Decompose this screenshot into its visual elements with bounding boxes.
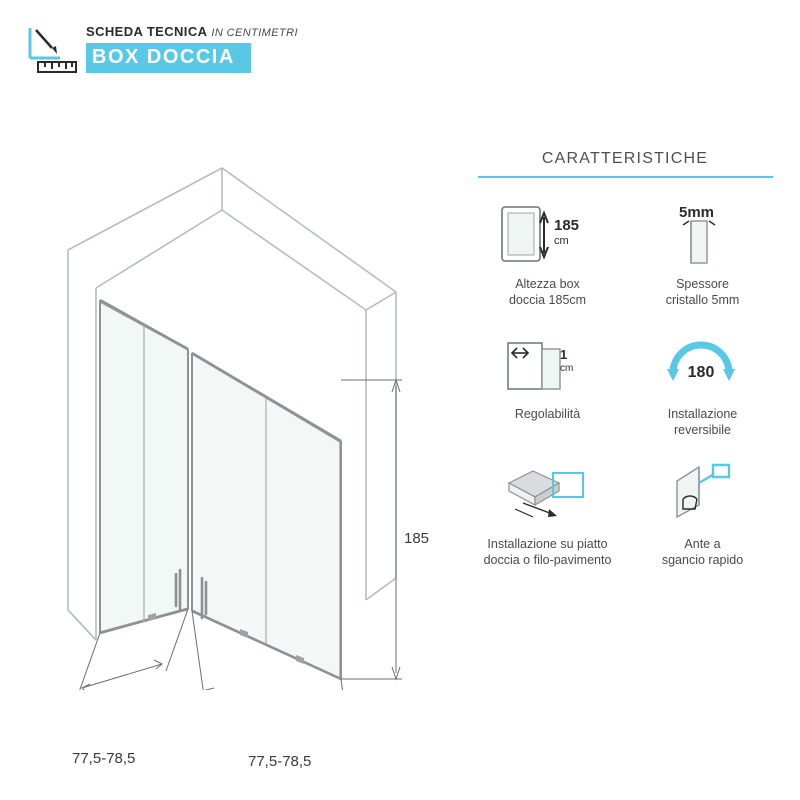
feature-thickness-label [625,272,780,308]
feature-height-label-line1: Altezza box [515,277,580,291]
page-title-banner [86,43,251,73]
subtitle-light: IN CENTIMETRI [211,27,298,39]
feature-adjustability [470,326,625,438]
quick-release-door-icon [653,459,753,529]
features-underline-divider [478,176,773,178]
dimension-front-side-label: 77,5-78,5 [248,753,312,770]
page-title: BOX DOCCIA [92,46,235,68]
feature-reversible-label-line1: Installazione [667,407,738,421]
feature-adjustability-badge-unit: cm [559,363,573,374]
feature-install-tray-label-line1: Installazione su piatto [487,537,608,551]
tray-or-floor-install-icon [493,459,603,529]
feature-height-badge: 185 [553,217,579,234]
features-panel [470,150,780,586]
subtitle-strong: SCHEDA TECNICA [86,24,208,39]
page-header [0,0,800,100]
feature-reversible-badge: 180 [687,364,714,381]
feature-height-badge-unit: cm [553,235,569,247]
feature-adjustability-badge: 1 [559,347,567,362]
technical-drawing-area [0,110,470,770]
shower-enclosure-drawing [0,110,470,690]
feature-adjustability-label [470,402,625,422]
dimension-left-side-label: 77,5-78,5 [72,750,136,767]
feature-quick-release-label-line2: sgancio rapido [661,553,744,567]
feature-height-label [470,272,625,308]
feature-install-tray-label-line2: doccia o filo-pavimento [483,553,612,567]
feature-thickness-badge: 5mm [678,204,714,221]
feature-height [470,196,625,308]
feature-thickness-label-line2: cristallo 5mm [665,293,740,307]
feature-reversible [625,326,780,438]
feature-thickness-label-line1: Spessore [676,277,729,291]
glass-thickness-icon [653,199,753,269]
feature-install-tray-label [470,532,625,568]
feature-reversible-label [625,402,780,438]
title-block [86,24,298,73]
feature-thickness [625,196,780,308]
adjustability-icon [498,329,598,399]
page-subtitle [86,24,298,39]
feature-reversible-label-line2: reversibile [674,423,731,437]
feature-install-tray [470,456,625,568]
ruler-pencil-icon [26,24,78,74]
feature-height-label-line2: doccia 185cm [508,293,587,307]
feature-quick-release [625,456,780,568]
dimension-height-label: 185 [404,530,430,547]
reversible-180-icon [653,329,753,399]
feature-quick-release-label [625,532,780,568]
features-title: CARATTERISTICHE [541,150,709,167]
feature-quick-release-label-line1: Ante a [684,537,721,551]
feature-adjustability-label-line1: Regolabilità [514,407,581,421]
shower-height-icon [498,199,598,269]
